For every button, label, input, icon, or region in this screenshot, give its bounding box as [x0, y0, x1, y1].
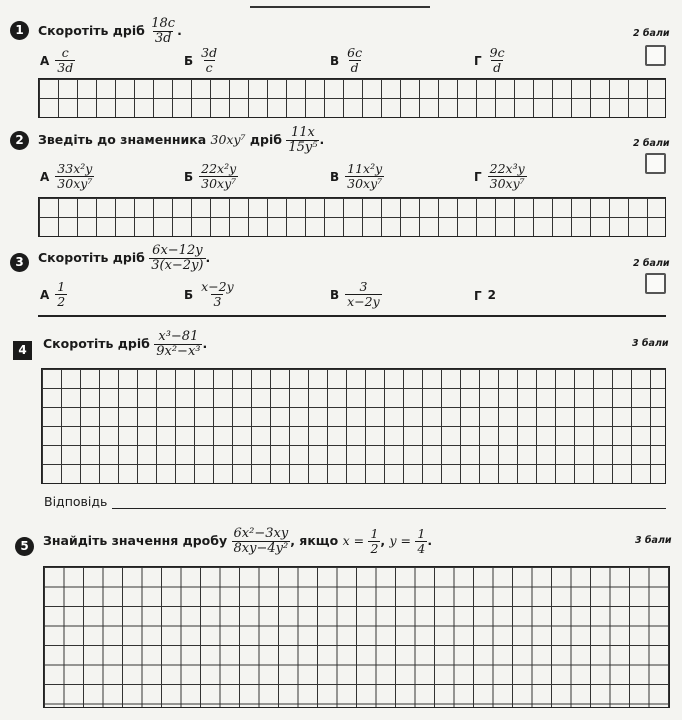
- question-2-fraction: $\frac{11x}{\text{15y⁵}}$: [288, 125, 318, 155]
- section-divider: [38, 315, 666, 317]
- question-3-fraction: $\frac{6x-12y}{3(x-2y)}$: [151, 243, 204, 273]
- q1-option-a[interactable]: А $\frac{c}{3d}$: [40, 45, 74, 75]
- question-1-points: 2 бали: [633, 28, 670, 39]
- question-4-points: 3 бали: [632, 338, 669, 349]
- q2-option-a[interactable]: А $\frac{\text{33x²y}}{\text{30xy⁷}}$: [40, 161, 93, 191]
- question-5-points: 3 бали: [635, 535, 672, 546]
- q3-option-b[interactable]: Б $\frac{x-2y}{3}$: [184, 279, 234, 309]
- question-1-fraction: $\frac{18c}{3d}$: [151, 16, 176, 46]
- question-4-fraction: $\frac{\text{x³−81}}{\text{9x²−x³}}$: [156, 329, 201, 359]
- question-2-answer-box[interactable]: [645, 153, 666, 174]
- question-2-work-grid[interactable]: [38, 197, 666, 237]
- q1-option-c[interactable]: В $\frac{6c}{d}$: [330, 45, 363, 75]
- question-number-2: 2: [10, 131, 29, 150]
- question-4-work-grid[interactable]: [41, 368, 666, 484]
- q2-option-b[interactable]: Б $\frac{\text{22x²y}}{\text{30xy⁷}}$: [184, 161, 237, 191]
- question-number-1: 1: [10, 21, 29, 40]
- question-4-answer-label: Відповідь: [44, 494, 108, 509]
- q2-option-c[interactable]: В $\frac{\text{11x²y}}{\text{30xy⁷}}$: [330, 161, 383, 191]
- question-5-fraction: $\frac{\text{6x²−3xy}}{\text{8xy−4y²}}$: [233, 526, 289, 556]
- question-5-work-grid[interactable]: [43, 566, 670, 708]
- question-number-3: 3: [10, 253, 29, 272]
- question-number-5: 5: [15, 537, 34, 556]
- question-5-x-value: $\frac{1}{2}$: [370, 526, 379, 556]
- question-1-answer-box[interactable]: [645, 45, 666, 66]
- question-3-answer-box[interactable]: [645, 273, 666, 294]
- question-2-prompt: Зведіть до знаменника 30xy⁷ дріб $\frac{11x}{\text{15y⁵}}$ .: [38, 125, 325, 155]
- q2-option-d[interactable]: Г $\frac{\text{22x³y}}{\text{30xy⁷}}$: [474, 161, 525, 191]
- question-1-work-grid[interactable]: [38, 78, 666, 118]
- q1-option-d[interactable]: Г $\frac{9c}{d}$: [474, 45, 505, 75]
- question-3-prompt: Скоротіть дріб $\frac{6x-12y}{3(x-2y)}$ .: [38, 243, 211, 273]
- question-number-4: 4: [13, 341, 32, 360]
- question-1-prompt: Скоротіть дріб $\frac{18c}{3d}$ .: [38, 16, 182, 46]
- question-4-prompt: Скоротіть дріб $\frac{\text{x³−81}}{\text{9x²−x³}}$ .: [43, 329, 208, 359]
- q3-option-c[interactable]: В $\frac{3}{x-2y}$: [330, 279, 380, 309]
- question-5-prompt: Знайдіть значення дробу $\frac{\text{6x²−3xy}}{\text{8xy−4y²}}$ , якщо x = $\frac{1}{2}$ , y = $\frac{1}{4}$ .: [43, 526, 433, 556]
- question-4-answer-line[interactable]: [112, 508, 666, 509]
- question-5-y-value: $\frac{1}{4}$: [417, 526, 426, 556]
- question-2-points: 2 бали: [633, 138, 670, 149]
- q3-option-d[interactable]: Г 2: [474, 288, 497, 303]
- header-rule: [250, 0, 430, 8]
- q1-option-b[interactable]: Б $\frac{3d}{c}$: [184, 45, 218, 75]
- question-3-points: 2 бали: [633, 258, 670, 269]
- question-1-text: Скоротіть дріб: [38, 23, 145, 38]
- q3-option-a[interactable]: А $\frac{1}{2}$: [40, 279, 66, 309]
